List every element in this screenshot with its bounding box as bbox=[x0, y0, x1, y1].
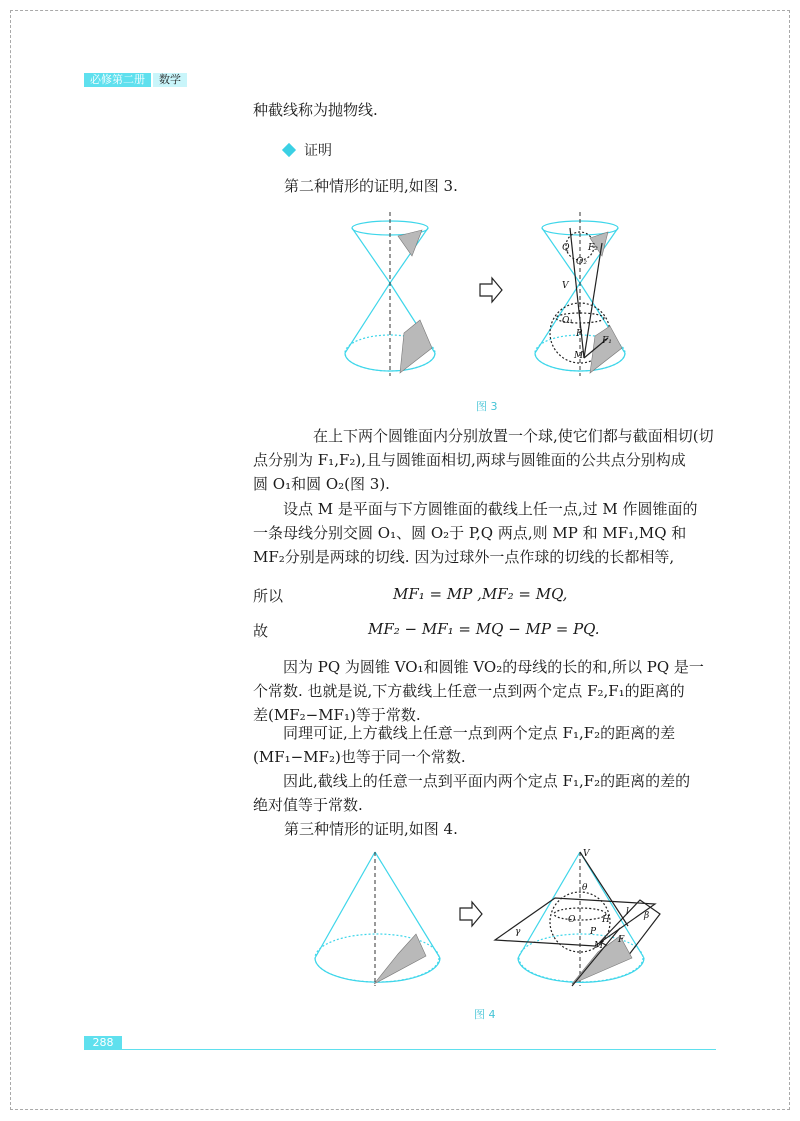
case3-intro: 第三种情形的证明,如图 4. bbox=[284, 820, 458, 838]
paragraph-1 bbox=[253, 424, 715, 496]
fig3-label-v: V bbox=[562, 281, 569, 291]
intro-line: 种截线称为抛物线. bbox=[253, 101, 378, 119]
figure4-caption: 图 4 bbox=[474, 1008, 496, 1021]
fig4-label-f: F bbox=[618, 935, 625, 945]
fig4-label-gamma: γ bbox=[515, 927, 521, 937]
footer-rule bbox=[84, 1049, 716, 1050]
fig3-label-o2: O₂ bbox=[576, 257, 587, 267]
fig4-label-h: H bbox=[602, 915, 610, 925]
para4-line-1: 同理可证,上方截线上任意一点到两个定点 F₁,F₂的距离的差 bbox=[283, 724, 676, 742]
figure3-right-cone bbox=[535, 212, 625, 376]
para5-line-2: 绝对值等于常数. bbox=[253, 796, 363, 814]
fig4-label-v: V bbox=[583, 849, 590, 859]
fig3-label-p: P bbox=[576, 329, 583, 339]
fig4-label-l: l bbox=[626, 907, 629, 917]
para1-line-3: 圆 O₁和圆 O₂(图 3). bbox=[253, 475, 390, 493]
para1-line-1: 在上下两个圆锥面内分别放置一个球,使它们都与截面相切(切 bbox=[313, 427, 714, 445]
book-label: 必修第二册 bbox=[84, 73, 151, 87]
fig4-label-theta: θ bbox=[582, 883, 588, 893]
para2-line-3: MF₂分别是两球的切线. 因为过球外一点作球的切线的长都相等, bbox=[253, 548, 675, 566]
fig3-label-f2: F₂ bbox=[588, 243, 598, 253]
para2-line-2: 一条母线分别交圆 O₁、圆 O₂于 P,Q 两点,则 MP 和 MF₁,MQ 和 bbox=[253, 524, 687, 542]
fig4-label-m: M bbox=[594, 941, 604, 951]
fig3-label-o1: O₁ bbox=[562, 316, 573, 326]
formula-2 bbox=[253, 620, 600, 641]
subject-label: 数学 bbox=[153, 73, 187, 87]
figure3-left-cone bbox=[345, 212, 435, 376]
fig4-label-beta: β bbox=[644, 911, 650, 921]
fig4-label-p: P bbox=[590, 927, 597, 937]
figure4-right-cone bbox=[495, 849, 660, 986]
para4-line-2: (MF₁−MF₂)也等于同一个常数. bbox=[253, 748, 466, 766]
fig3-label-q: Q bbox=[562, 243, 570, 253]
formula-1 bbox=[253, 585, 568, 606]
paragraph-3 bbox=[253, 655, 715, 727]
formula2-lead: 故 bbox=[253, 622, 269, 640]
formula2-expr: MF₂ − MF₁ = MQ − MP = PQ. bbox=[368, 620, 600, 638]
paragraph-5 bbox=[253, 769, 715, 817]
figure3-caption: 图 3 bbox=[476, 400, 498, 413]
page-number: 288 bbox=[84, 1036, 122, 1050]
section-title: 证明 bbox=[304, 143, 332, 159]
formula1-lead: 所以 bbox=[253, 587, 284, 605]
paragraph-4 bbox=[253, 721, 715, 769]
running-header bbox=[84, 73, 187, 87]
paragraph-2 bbox=[253, 497, 715, 569]
para3-line-2: 个常数. 也就是说,下方截线上任意一点到两个定点 F₂,F₁的距离的 bbox=[253, 682, 685, 700]
arrow-icon bbox=[460, 902, 482, 926]
section-heading bbox=[284, 140, 332, 160]
figure4-left-cone bbox=[315, 852, 440, 986]
figure-4 bbox=[310, 846, 710, 996]
fig3-label-f1: F₁ bbox=[602, 336, 612, 346]
para5-line-1: 因此,截线上的任意一点到平面内两个定点 F₁,F₂的距离的差的 bbox=[283, 772, 691, 790]
arrow-icon bbox=[480, 278, 502, 302]
case2-intro: 第二种情形的证明,如图 3. bbox=[284, 177, 458, 195]
para1-line-2: 点分别为 F₁,F₂),且与圆锥面相切,两球与圆锥面的公共点分别构成 bbox=[253, 451, 686, 469]
formula1-expr: MF₁ = MP ,MF₂ = MQ, bbox=[393, 585, 568, 603]
diamond-icon bbox=[282, 143, 296, 157]
para3-line-1: 因为 PQ 为圆锥 VO₁和圆锥 VO₂的母线的长的和,所以 PQ 是一 bbox=[283, 658, 704, 676]
fig4-label-o: O bbox=[568, 915, 576, 925]
figure-3 bbox=[340, 208, 720, 388]
para3-line-3: 差(MF₂−MF₁)等于常数. bbox=[253, 706, 421, 724]
para2-line-1: 设点 M 是平面与下方圆锥面的截线上任一点,过 M 作圆锥面的 bbox=[283, 500, 698, 518]
fig3-label-m: M bbox=[574, 351, 584, 361]
